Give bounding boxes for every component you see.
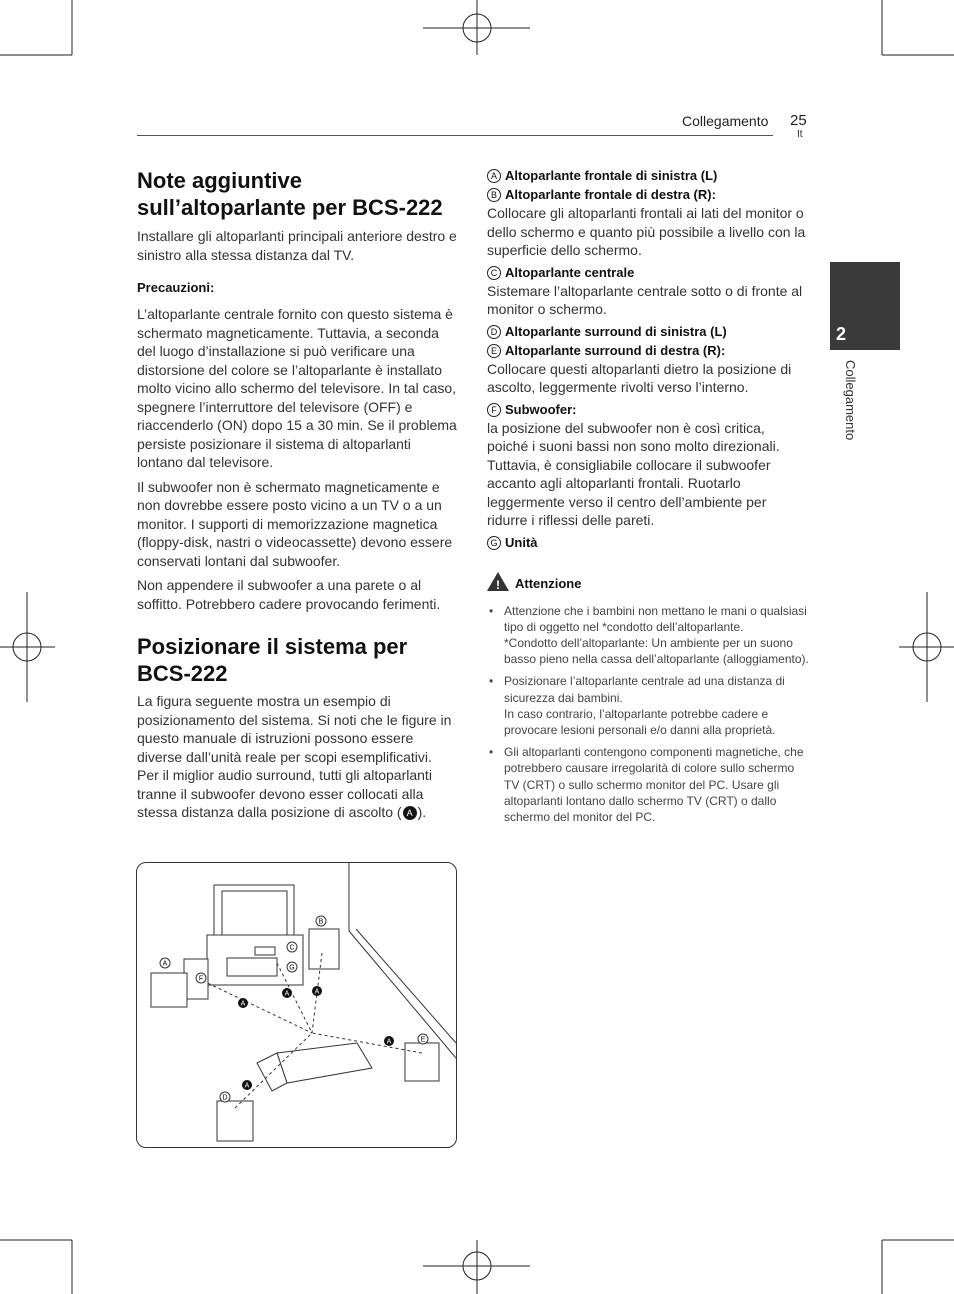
legend-label: Altoparlante surround di destra (R):: [505, 342, 726, 358]
chapter-tab: [830, 262, 900, 350]
room-diagram: [137, 863, 456, 1147]
legend-g-label: [487, 533, 809, 552]
legend-b-label: [487, 185, 809, 204]
svg-text:A: A: [162, 960, 168, 968]
figure-label-f: [196, 973, 206, 983]
svg-text:A: A: [314, 988, 320, 996]
legend-c-label: [487, 263, 809, 282]
section2-title: Posizionare il sistema per BCS-222: [137, 634, 408, 686]
legend-label: Altoparlante centrale: [505, 264, 635, 280]
figure-label-g: [287, 962, 297, 972]
section2-body-end: ).: [417, 804, 427, 820]
caution-title: Attenzione: [515, 575, 582, 591]
legend-label: Altoparlante frontale di sinistra (L): [505, 168, 718, 183]
header-rule: [137, 135, 773, 136]
letter-b-badge: B: [487, 188, 501, 202]
page-number: 25: [790, 112, 807, 129]
caution-text: Posizionare l’altoparlante centrale ad una distanza di sicurezza dai bambini.: [504, 674, 785, 705]
legend-a-label: [487, 166, 809, 185]
header-section: Collegamento: [682, 113, 769, 129]
section1-paragraph: Non appendere il subwoofer a una parete o al soffitto. Potrebbero cadere provocando ferimenti.: [137, 577, 441, 612]
letter-e-badge: E: [487, 344, 501, 358]
legend-label: Subwoofer:: [505, 401, 577, 417]
legend-f-label: [487, 400, 809, 419]
section1-title: Note aggiuntive sull’altoparlante per BCS-222: [137, 168, 443, 220]
legend-c-text: Sistemare l’altoparlante centrale sotto o di fronte al monitor o schermo.: [487, 282, 803, 317]
svg-text:A: A: [244, 1082, 250, 1090]
section2-body-text: La figura seguente mostra un esempio di posizionamento del sistema. Si noti che le figure in questo manuale di istruzioni possono essere diverse dall’unità reale per scopi esemplificativi. Per il miglior audio surround, tutti gli altoparlanti tranne il subwoofer devono esser collocati alla stessa distanza dalla posizione di ascolto (: [137, 693, 452, 820]
language-code: It: [797, 129, 803, 140]
figure-label-b: [316, 916, 326, 926]
chapter-side-label: Collegamento: [843, 360, 858, 441]
ref-a-badge: A: [403, 806, 417, 820]
legend-f-text: la posizione del subwoofer non è così critica, poiché i suoni bassi non sono molto direzionali. Tuttavia, è consigliabile collocare il subwoofer accanto agli altoparlanti frontali. Ruotarlo leggermente verso il centro dell’ambiente per ridurre i riflessi delle pareti.: [487, 419, 780, 528]
section2-body: [137, 692, 457, 822]
legend-e-label: [487, 341, 809, 360]
legend-label: Unità: [505, 534, 538, 550]
figure-label-c: [287, 942, 297, 952]
legend-de-text: Collocare questi altoparlanti dietro la posizione di ascolto, leggermente rivolti verso l’interno.: [487, 360, 792, 395]
letter-g-badge: G: [487, 536, 501, 550]
legend-label: Altoparlante frontale di destra (R):: [505, 187, 716, 202]
svg-text:A: A: [284, 990, 290, 998]
chapter-number: 2: [836, 324, 847, 344]
figure-label-d: [220, 1092, 230, 1102]
svg-text:E: E: [420, 1036, 426, 1044]
left-column: [137, 167, 457, 822]
legend-label: Altoparlante surround di sinistra (L): [505, 323, 727, 339]
svg-text:B: B: [318, 918, 324, 926]
warning-icon: !: [487, 572, 509, 591]
legend-d-label: [487, 322, 809, 341]
letter-c-badge: C: [487, 266, 501, 280]
svg-text:A: A: [386, 1038, 392, 1046]
caution-text: Gli altoparlanti contengono componenti magnetiche, che potrebbero causare irregolarità di colore sullo schermo TV (CRT) o sullo schermo monitor del PC. Usare gli altoparlanti lontano dallo schermo TV (CRT) o dallo schermo del monitor del PC.: [504, 745, 804, 824]
caution-text: In caso contrario, l’altoparlante potrebbe cadere e provocare lesioni personali e/o danni alla proprietà.: [504, 706, 776, 737]
caution-item: [487, 673, 809, 738]
caution-item: [487, 603, 809, 668]
svg-text:A: A: [240, 1000, 246, 1008]
letter-f-badge: F: [487, 403, 501, 417]
section1-paragraph: L’altoparlante centrale fornito con questo sistema è schermato magneticamente. Tuttavia, a seconda del luogo d’installazione si può verificare una distorsione del colore se l’altoparlante è installato molto vicino allo schermo del televisore. In tal caso, spegnere l’interruttore del televisore (OFF) e riaccenderlo (ON) dopo 15 a 30 min. Se il problema persiste posizionare il sistema di altoparlanti lontano dal televisore.: [137, 306, 457, 470]
legend-ab-text: Collocare gli altoparlanti frontali ai lati del monitor o dello schermo e quanto più possibile a livello con la superficie dello schermo.: [487, 205, 806, 258]
speaker-placement-figure: [136, 862, 457, 1148]
caution-list: [487, 603, 809, 826]
section1-paragraph: Il subwoofer non è schermato magneticamente e non dovrebbe essere posto vicino a un TV o a un monitor. I supporti di memorizzazione magnetica (floppy-disk, nastri o videocassette) devono essere conservati lontani dal subwoofer.: [137, 478, 453, 569]
letter-a-badge: A: [487, 169, 501, 183]
caution-heading: [487, 572, 809, 593]
figure-label-e: [418, 1034, 428, 1044]
svg-text:C: C: [289, 944, 295, 952]
svg-text:F: F: [198, 975, 204, 983]
section1-intro: Installare gli altoparlanti principali anteriore destro e sinistro alla stessa distanza dal TV.: [137, 228, 457, 263]
figure-label-a: [160, 958, 170, 968]
precautions-label: Precauzioni:: [137, 280, 215, 295]
svg-text:D: D: [222, 1094, 228, 1102]
caution-text: Attenzione che i bambini non mettano le mani o qualsiasi tipo di oggetto nel *condotto dell’altoparlante.: [504, 603, 807, 634]
caution-item: [487, 744, 809, 825]
svg-text:G: G: [289, 964, 295, 972]
right-column: [487, 166, 809, 831]
letter-d-badge: D: [487, 325, 501, 339]
caution-text: *Condotto dell’altoparlante: Un ambiente per un suono basso pieno nella cassa dell’altoparlante (alloggiamento).: [504, 635, 809, 667]
